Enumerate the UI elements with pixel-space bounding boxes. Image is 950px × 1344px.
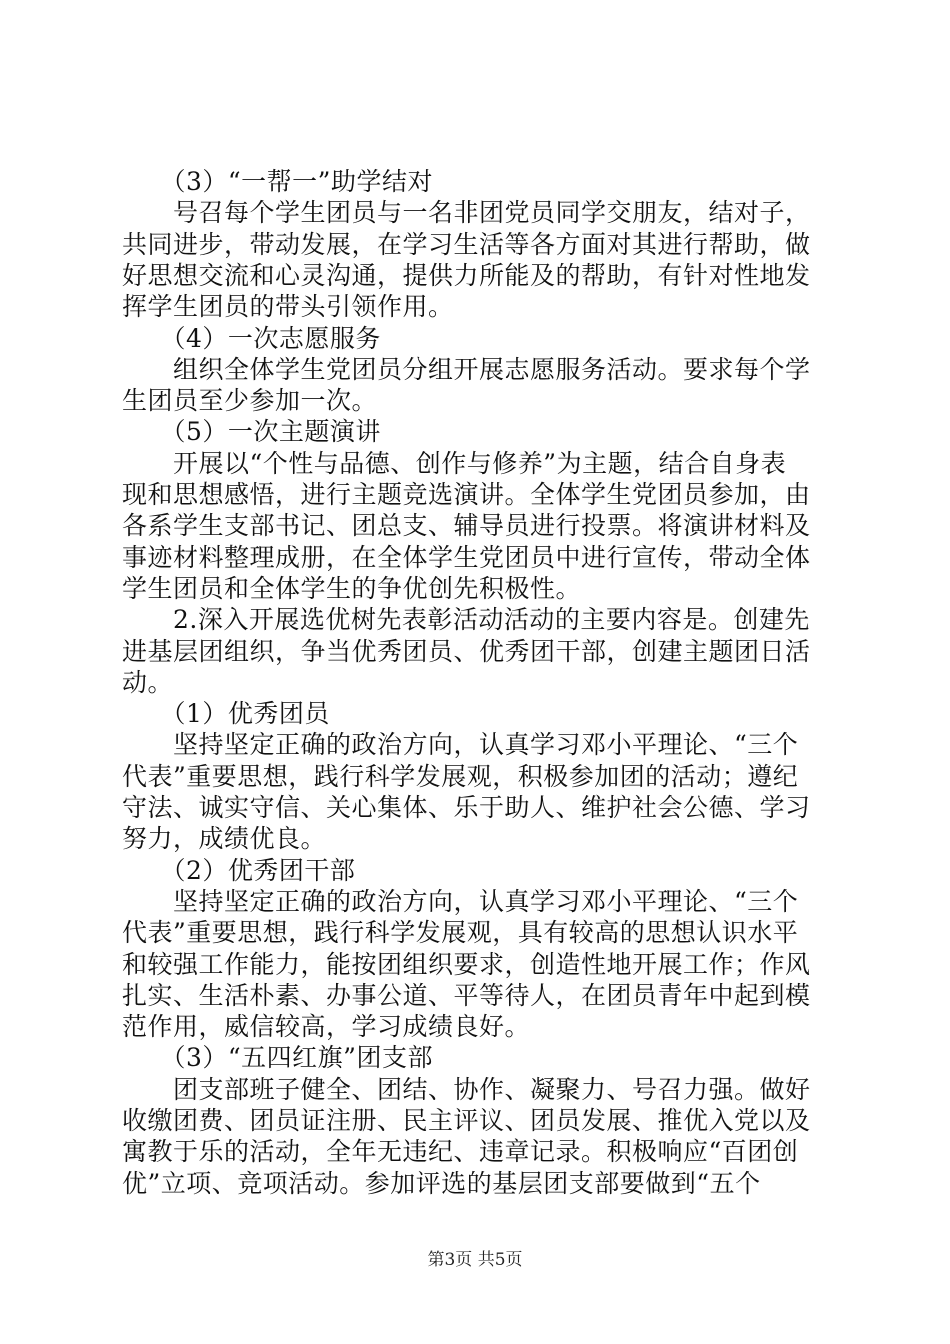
paragraph-line: 生团员至少参加一次。 bbox=[122, 386, 378, 415]
paragraph-line: 寓教于乐的活动，全年无违纪、违章记录。积极响应“百团创 bbox=[122, 1137, 799, 1166]
heading-excellent-cadre: （2）优秀团干部 bbox=[122, 856, 356, 885]
paragraph-line: 团支部班子健全、团结、协作、凝聚力、号召力强。做好 bbox=[122, 1075, 811, 1104]
paragraph-line: 收缴团费、团员证注册、民主评议、团员发展、推优入党以及 bbox=[122, 1106, 811, 1135]
paragraph-line: 好思想交流和心灵沟通，提供力所能及的帮助，有针对性地发 bbox=[122, 261, 811, 290]
heading-volunteer-service: （4）一次志愿服务 bbox=[122, 324, 381, 353]
paragraph-line: 努力，成绩优良。 bbox=[122, 824, 327, 853]
paragraph-line: 坚持坚定正确的政治方向，认真学习邓小平理论、“三个 bbox=[122, 887, 799, 916]
paragraph-line: 坚持坚定正确的政治方向，认真学习邓小平理论、“三个 bbox=[122, 730, 799, 759]
paragraph-line: 和较强工作能力，能按团组织要求，创造性地开展工作；作风 bbox=[122, 950, 811, 979]
paragraph-line: 代表”重要思想，践行科学发展观，具有较高的思想认识水平 bbox=[122, 918, 799, 947]
paragraph-line: 学生团员和全体学生的争优创先积极性。 bbox=[122, 574, 582, 603]
paragraph-line: 号召每个学生团员与一名非团党员同学交朋友，结对子， bbox=[122, 198, 811, 227]
paragraph-line: 动。 bbox=[122, 668, 174, 697]
heading-theme-speech: （5）一次主题演讲 bbox=[122, 417, 381, 446]
paragraph-line: 各系学生支部书记、团总支、辅导员进行投票。将演讲材料及 bbox=[122, 511, 811, 540]
paragraph-line: （3）“五四红旗”团支部 bbox=[122, 1043, 433, 1072]
heading-red-flag-branch: 范作用，威信较高，学习成绩良好。 bbox=[122, 1012, 531, 1041]
paragraph-line: 事迹材料整理成册，在全体学生党团员中进行宣传，带动全体 bbox=[122, 543, 811, 572]
paragraph-line: 组织全体学生党团员分组开展志愿服务活动。要求每个学 bbox=[122, 355, 811, 384]
paragraph-line: 共同进步，带动发展，在学习生活等各方面对其进行帮助，做 bbox=[122, 230, 811, 259]
paragraph-line: 挥学生团员的带头引领作用。 bbox=[122, 292, 454, 321]
page-number-footer: 第3页 共5页 bbox=[427, 1250, 523, 1270]
paragraph-line: 开展以“个性与品德、创作与修养”为主题，结合自身表 bbox=[122, 449, 787, 478]
paragraph-line: 优”立项、竞项活动。参加评选的基层团支部要做到“五个 bbox=[122, 1169, 761, 1198]
paragraph-line: 守法、诚实守信、关心集体、乐于助人、维护社会公德、学习 bbox=[122, 793, 811, 822]
paragraph-line: 进基层团组织，争当优秀团员、优秀团干部，创建主题团日活 bbox=[122, 637, 811, 666]
section-2-line: 2.深入开展选优树先表彰活动活动的主要内容是。创建先 bbox=[122, 605, 810, 634]
paragraph-line: 扎实、生活朴素、办事公道、平等待人，在团员青年中起到模 bbox=[122, 981, 811, 1010]
heading-excellent-member: （1）优秀团员 bbox=[122, 699, 330, 728]
heading-help-one: （3）“一帮一”助学结对 bbox=[122, 167, 433, 196]
paragraph-line: 代表”重要思想，践行科学发展观，积极参加团的活动；遵纪 bbox=[122, 762, 799, 791]
paragraph-line: 现和思想感悟，进行主题竞选演讲。全体学生党团员参加，由 bbox=[122, 480, 811, 509]
